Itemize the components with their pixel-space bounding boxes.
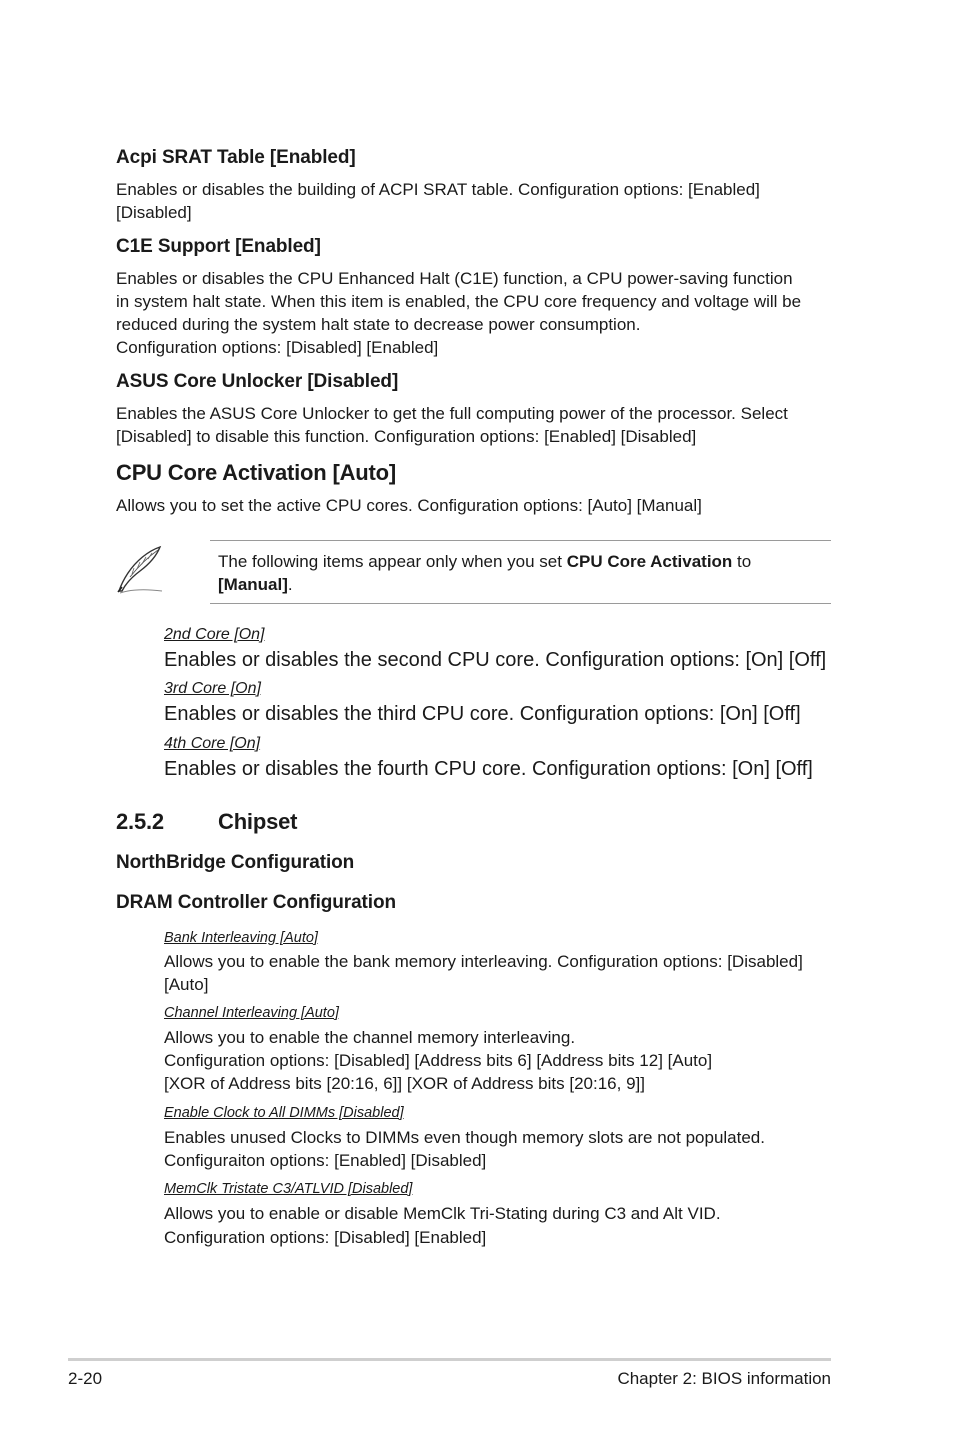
core-3-desc: Enables or disables the third CPU core. Configuration options: [On] [Off] — [164, 703, 801, 725]
core-unlocker-desc-line2: [Disabled] to disable this function. Configuration options: [Enabled] [Disabled] — [116, 427, 697, 446]
bank-interleaving-label: Bank Interleaving [Auto] — [164, 930, 318, 946]
core-2-label: 2nd Core [On] — [164, 626, 265, 643]
chapter-label: Chapter 2: BIOS information — [617, 1369, 831, 1388]
channel-interleaving-label: Channel Interleaving [Auto] — [164, 1005, 339, 1021]
core-activation-desc: Allows you to set the active CPU cores. Configuration options: [Auto] [Manual] — [116, 496, 702, 515]
core-activation-heading: CPU Core Activation [Auto] — [116, 460, 396, 485]
northbridge-heading: NorthBridge Configuration — [116, 852, 355, 873]
bank-interleaving-desc-line2: [Auto] — [164, 975, 209, 994]
channel-interleaving-desc-line1: Allows you to enable the channel memory interleaving. — [164, 1028, 576, 1047]
acpi-srat-desc-line2: [Disabled] — [116, 203, 192, 222]
acpi-srat-desc-line1: Enables or disables the building of ACPI SRAT table. Configuration options: [Enabled] — [116, 180, 760, 199]
note-text-mid: to — [732, 552, 752, 571]
dram-heading: DRAM Controller Configuration — [116, 892, 396, 913]
note-text-line2 — [218, 573, 293, 596]
bank-interleaving-desc-line1: Allows you to enable the bank memory interleaving. Configuration options: [Disabled] — [164, 952, 803, 971]
note-text-end: . — [287, 575, 293, 594]
note-bottom-divider — [210, 603, 831, 604]
page-number: 2-20 — [68, 1369, 103, 1388]
c1e-heading: C1E Support [Enabled] — [116, 236, 321, 257]
note-text-line1 — [218, 550, 751, 573]
quill-pen-icon — [112, 543, 168, 597]
memclk-tristate-desc-line1: Allows you to enable or disable MemClk Tri-Stating during C3 and Alt VID. — [164, 1204, 721, 1223]
core-3-label: 3rd Core [On] — [164, 680, 261, 697]
core-unlocker-desc-line1: Enables the ASUS Core Unlocker to get the full computing power of the processor. Select — [116, 404, 788, 423]
core-unlocker-heading: ASUS Core Unlocker [Disabled] — [116, 371, 399, 392]
channel-interleaving-desc-line2: Configuration options: [Disabled] [Address bits 6] [Address bits 12] [Auto] — [164, 1051, 713, 1070]
section-number: 2.5.2 — [116, 809, 164, 834]
core-4-desc: Enables or disables the fourth CPU core. Configuration options: [On] [Off] — [164, 758, 813, 780]
note-text-pre: The following items appear only when you set — [218, 552, 567, 571]
core-2-desc: Enables or disables the second CPU core. Configuration options: [On] [Off] — [164, 649, 827, 671]
channel-interleaving-desc-line3: [XOR of Address bits [20:16, 6]] [XOR of Address bits [20:16, 9]] — [164, 1074, 645, 1093]
clock-dimms-desc-line2: Configuraiton options: [Enabled] [Disabled] — [164, 1151, 487, 1170]
c1e-desc-line4: Configuration options: [Disabled] [Enabled] — [116, 338, 439, 357]
memclk-tristate-label: MemClk Tristate C3/ATLVID [Disabled] — [164, 1181, 413, 1197]
memclk-tristate-desc-line2: Configuration options: [Disabled] [Enabled] — [164, 1228, 487, 1247]
note-top-divider — [210, 540, 831, 541]
c1e-desc-line1: Enables or disables the CPU Enhanced Halt (C1E) function, a CPU power-saving function — [116, 269, 793, 288]
note-text-bold: CPU Core Activation — [566, 552, 733, 571]
footer-divider — [68, 1358, 831, 1361]
acpi-srat-heading: Acpi SRAT Table [Enabled] — [116, 147, 356, 168]
clock-dimms-label: Enable Clock to All DIMMs [Disabled] — [164, 1105, 404, 1121]
note-text-bold2: [Manual] — [218, 575, 288, 594]
c1e-desc-line3: reduced during the system halt state to decrease power consumption. — [116, 315, 641, 334]
section-title: Chipset — [218, 809, 298, 834]
c1e-desc-line2: in system halt state. When this item is enabled, the CPU core frequency and voltage will be — [116, 292, 802, 311]
core-4-label: 4th Core [On] — [164, 735, 261, 752]
clock-dimms-desc-line1: Enables unused Clocks to DIMMs even though memory slots are not populated. — [164, 1128, 765, 1147]
